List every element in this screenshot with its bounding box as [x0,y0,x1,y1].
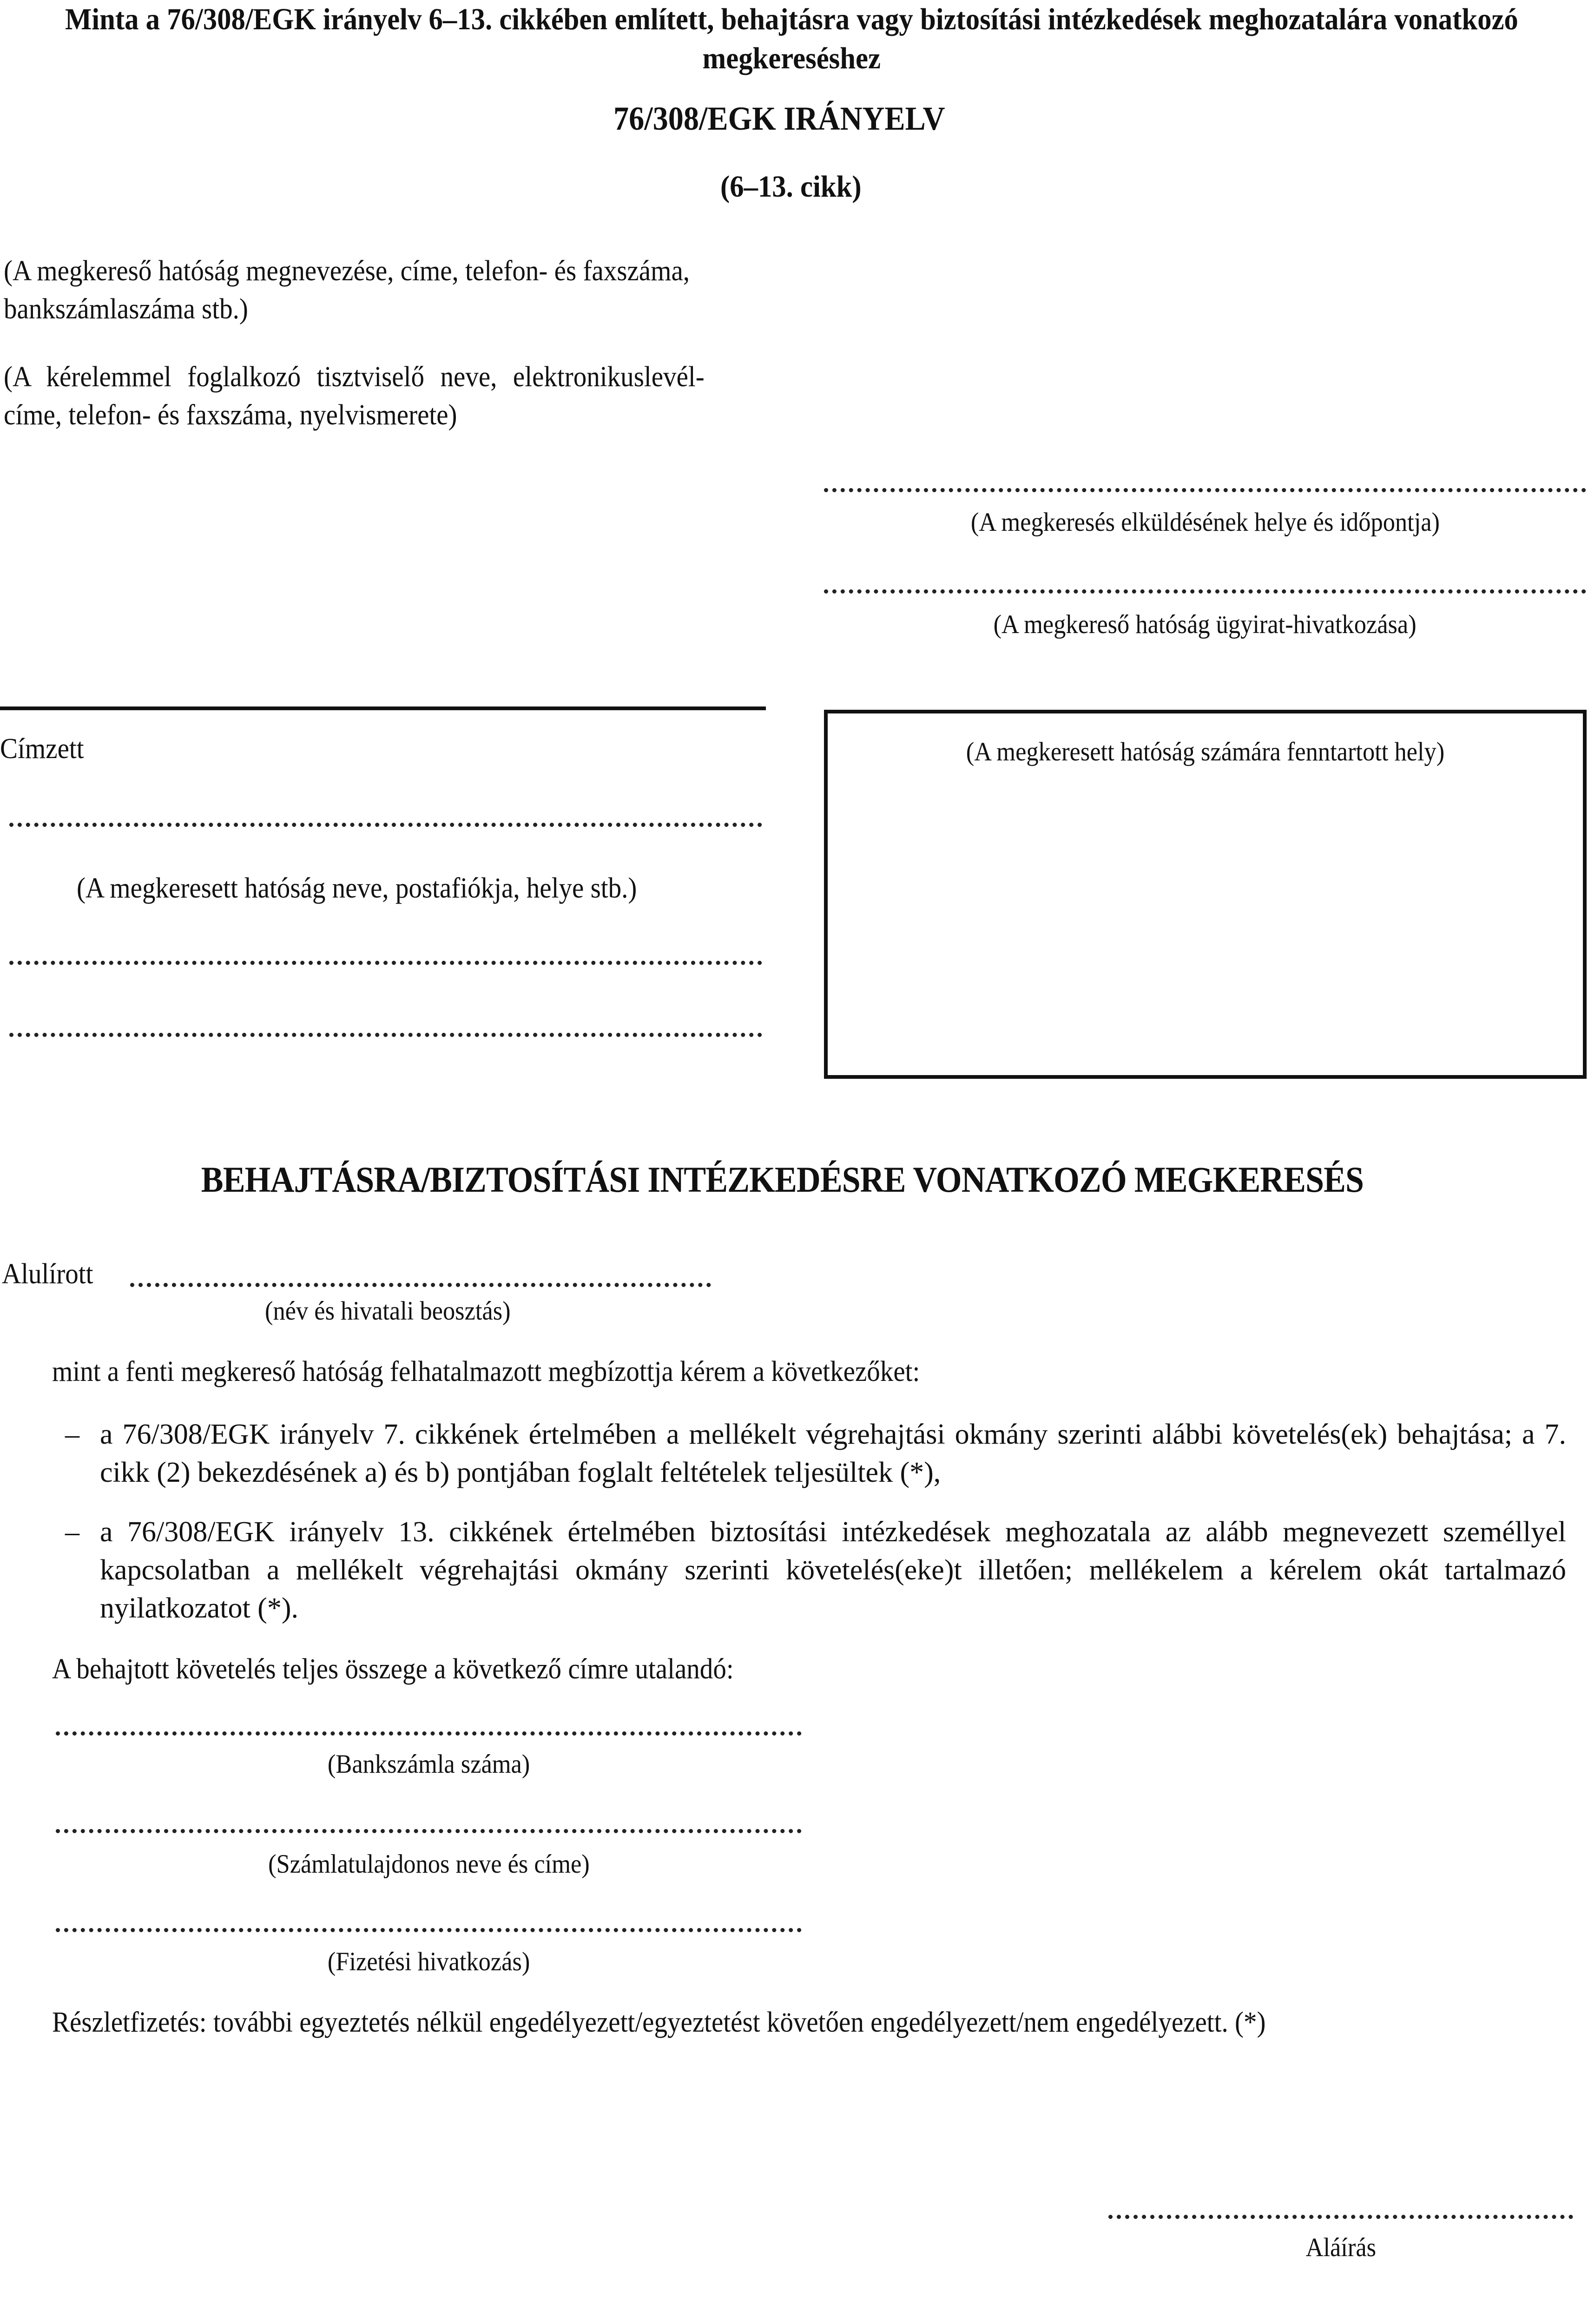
main-title: BEHAJTÁSRA/BIZTOSÍTÁSI INTÉZKEDÉSRE VONATKOZÓ MEGKERESÉS [201,1159,1364,1200]
signature-label: Aláírás [1305,2233,1376,2262]
payment-intro: A behajtott követelés teljes összege a következő címre utalandó: [52,1653,734,1685]
payment-reference-label: (Fizetési hivatkozás) [327,1947,530,1976]
dash-bullet: – [65,1516,79,1548]
recipient-label: Címzett [0,733,84,765]
account-holder-line[interactable] [56,1829,802,1833]
request-item-precautionary [65,1513,1575,1629]
requesting-authority-line-2: bankszámlaszáma stb.) [4,293,248,325]
bank-account-line[interactable] [56,1731,802,1736]
recipient-address-line-2[interactable] [9,1033,762,1037]
recipient-name-label: (A megkeresett hatóság neve, postafiókja, helye stb.) [77,872,637,904]
form-title [0,0,1588,78]
recipient-name-line[interactable] [9,823,762,827]
recipient-top-rule [0,706,766,710]
installments-text: Részletfizetés: további egyeztetés nélkül engedélyezett/egyeztetést követően engedélyezett/nem engedélyezett. (*) [52,2007,1266,2038]
request-item-collection-text: a 76/308/EGK irányelv 7. cikkének értelmében a mellékelt végrehajtási okmány szerinti alábbi követelés(ek) behajtása; a 7. cikk (2) bekezdésének a) és b) pontjában foglalt feltételek teljesültek (*), [100,1419,1566,1488]
undersigned-name-line[interactable] [130,1283,711,1287]
directive-heading: 76/308/EGK IRÁNYELV [613,100,945,137]
responsible-official-line-2: címe, telefon- és faxszáma, nyelvismerete) [4,399,457,431]
undersigned-sub-label: (név és hivatali beosztás) [265,1296,511,1326]
dash-bullet: – [65,1419,79,1450]
form-title-line-2: megkereséshez [702,41,881,75]
responsible-official-field [4,358,766,434]
requesting-authority-field [4,252,766,328]
signature-line[interactable] [1108,2215,1573,2219]
responsible-official-line-1: (A kérelemmel foglalkozó tisztviselő neve, elektronikuslevél- [4,361,705,393]
place-date-label: (A megkeresés elküldésének helye és időpontja) [970,508,1440,537]
reference-label: (A megkereső hatóság ügyirat-hivatkozása) [993,610,1417,639]
place-date-line[interactable] [824,488,1586,492]
request-item-precautionary-text: a 76/308/EGK irányelv 13. cikkének értelmében biztosítási intézkedések meghozatala az alább megnevezett személlyel kapcsolatban a mellékelt végrehajtási okmány szerinti követelés(eke)t illetően; mellékelem a kérelem okát tartalmazó nyilatkozatot (*). [100,1516,1566,1624]
account-holder-label: (Számlatulajdonos neve és címe) [268,1849,590,1879]
undersigned-label: Alulírott [2,1258,93,1290]
request-item-collection [65,1415,1575,1494]
recipient-address-line-1[interactable] [9,961,762,965]
request-intro: mint a fenti megkereső hatóság felhatalmazott megbízottja kérem a következőket: [52,1356,920,1387]
reference-line[interactable] [824,589,1586,594]
form-title-line-1: Minta a 76/308/EGK irányelv 6–13. cikkében említett, behajtásra vagy biztosítási intézkedések meghozatalára vonatkozó [65,2,1518,36]
reserved-box-label: (A megkeresett hatóság számára fenntartott hely) [966,737,1445,766]
requesting-authority-line-1: (A megkereső hatóság megnevezése, címe, telefon- és faxszáma, [4,255,690,287]
articles-heading: (6–13. cikk) [720,170,862,204]
payment-reference-line[interactable] [56,1928,802,1932]
bank-account-label: (Bankszámla száma) [327,1750,530,1779]
